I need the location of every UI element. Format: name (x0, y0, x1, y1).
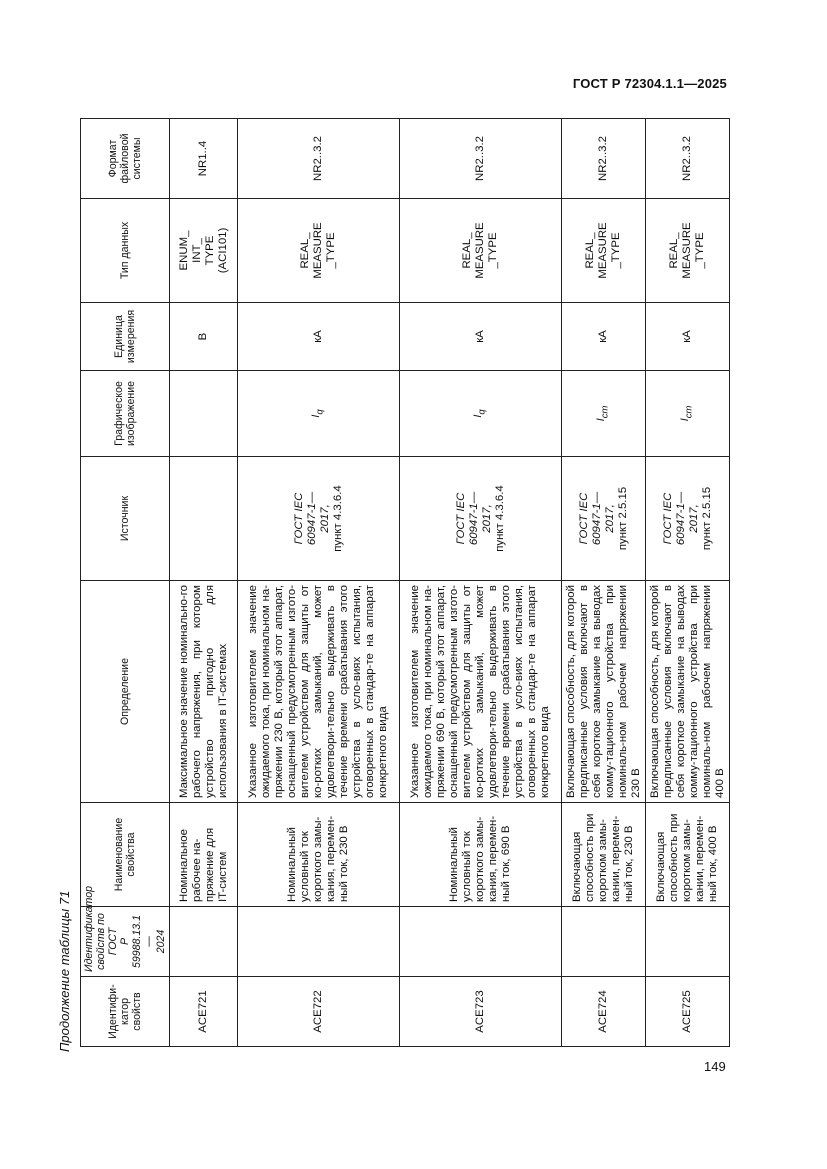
cell-unit: кА (400, 303, 562, 371)
cell-format: NR2..3.2 (400, 119, 562, 199)
document-header: ГОСТ Р 72304.1.1—2025 (572, 76, 727, 91)
table-row (646, 119, 730, 1047)
cell-source: ГОСТ IEC 60947-1— 2017, пункт 2.5.15 (646, 457, 730, 581)
col-header-definition: Определение (81, 581, 170, 803)
cell-gost-id (646, 907, 730, 977)
table-header-row (81, 119, 170, 1047)
cell-datatype: REAL_ MEASURE _TYPE (562, 199, 646, 303)
cell-unit: кА (646, 303, 730, 371)
cell-name: Включающая способность при коротком замы- кании, перемен- ный ток, 400 В (646, 803, 730, 907)
cell-name: Номинальный условный ток короткого замы- кания, перемен- ный ток, 690 В (400, 803, 562, 907)
cell-unit: В (170, 303, 238, 371)
cell-source (170, 457, 238, 581)
cell-format: NR1..4 (170, 119, 238, 199)
col-header-format: Формат файловой системы (81, 119, 170, 199)
cell-datatype: REAL_ MEASURE _TYPE (646, 199, 730, 303)
properties-table (80, 118, 730, 1047)
col-header-symbol: Графическое изображение (81, 371, 170, 457)
cell-unit: кА (238, 303, 400, 371)
cell-definition: Включающая способность, для которой предписанные условия включают в себя короткое замыкание на выводах комму-тационного устройства при номиналь-ном рабочем напряжении 400 В (646, 581, 730, 803)
cell-definition: Максимальное значение номинально-го рабочего напряжения, при котором устройство пригодно для использования в IT-системах (170, 581, 238, 803)
cell-gost-id (562, 907, 646, 977)
table-row (562, 119, 646, 1047)
col-header-unit: Единица измерения (81, 303, 170, 371)
col-header-name: Наименование свойства (81, 803, 170, 907)
cell-name: Включающая способность при коротком замы- кании, перемен- ный ток, 230 В (562, 803, 646, 907)
cell-symbol: $I_{cm}$ (646, 371, 730, 457)
cell-id: ACE725 (646, 977, 730, 1047)
cell-definition: Указанное изготовителем значение ожидаемого тока, при номинальном на-пряжении 230 В, который этот аппарат, оснащенный предусмотренным изгото-вителем устройством для защиты от ко-ротких замыканий, может удовлетвори-тельно выдерживать в течение времени срабатывания этого устройства в усло-виях испытания, оговоренных в стандар-те на аппарат конкретного вида (238, 581, 400, 803)
cell-datatype: REAL_ MEASURE _TYPE (238, 199, 400, 303)
cell-symbol (170, 371, 238, 457)
cell-source: ГОСТ IEC 60947-1— 2017, пункт 4.3.6.4 (238, 457, 400, 581)
col-header-id: Идентифи- катор свойств (81, 977, 170, 1047)
cell-format: NR2..3.2 (562, 119, 646, 199)
rotated-table-container (80, 119, 726, 1047)
cell-name: Номинальный условный ток короткого замы- кания, перемен- ный ток, 230 В (238, 803, 400, 907)
table-row (400, 119, 562, 1047)
cell-datatype: REAL_ MEASURE _TYPE (400, 199, 562, 303)
cell-gost-id (170, 907, 238, 977)
cell-symbol: $I_{cm}$ (562, 371, 646, 457)
cell-id: ACE721 (170, 977, 238, 1047)
cell-format: NR2..3.2 (238, 119, 400, 199)
col-header-gost-id: Идентификатор свойств по ГОСТ Р 59988.13.1— 2024 (81, 907, 170, 977)
cell-definition: Указанное изготовителем значение ожидаемого тока, при номинальном на-пряжении 690 В, который этот аппарат, оснащенный предусмотренным изгото-вителем устройством для защиты от ко-ротких замыканий, может удовлетвори-тельно выдерживать в течение времени срабатывания этого устройства в усло-виях испытания, оговоренных в стандар-те на аппарат конкретного вида (400, 581, 562, 803)
table-caption: Продолжение таблицы 71 (57, 890, 72, 1052)
table-row (170, 119, 238, 1047)
col-header-source: Источник (81, 457, 170, 581)
cell-gost-id (400, 907, 562, 977)
col-header-datatype: Тип данных (81, 199, 170, 303)
cell-id: ACE722 (238, 977, 400, 1047)
cell-definition: Включающая способность, для которой предписанные условия включают в себя короткое замыкание на выводах комму-тационного устройства при номиналь-ном рабочем напряжении 230 В (562, 581, 646, 803)
table-row (238, 119, 400, 1047)
cell-name: Номинальное рабочее на- пряжение для IT-систем (170, 803, 238, 907)
page-number: 149 (704, 1059, 726, 1074)
cell-source: ГОСТ IEC 60947-1— 2017, пункт 4.3.6.4 (400, 457, 562, 581)
cell-id: ACE723 (400, 977, 562, 1047)
cell-datatype: ENUM_ INT_ TYPE (ACI101) (170, 199, 238, 303)
cell-id: ACE724 (562, 977, 646, 1047)
cell-symbol: $I_q$ (400, 371, 562, 457)
cell-symbol: $I_q$ (238, 371, 400, 457)
cell-gost-id (238, 907, 400, 977)
cell-unit: кА (562, 303, 646, 371)
cell-source: ГОСТ IEC 60947-1— 2017, пункт 2.5.15 (562, 457, 646, 581)
cell-format: NR2..3.2 (646, 119, 730, 199)
